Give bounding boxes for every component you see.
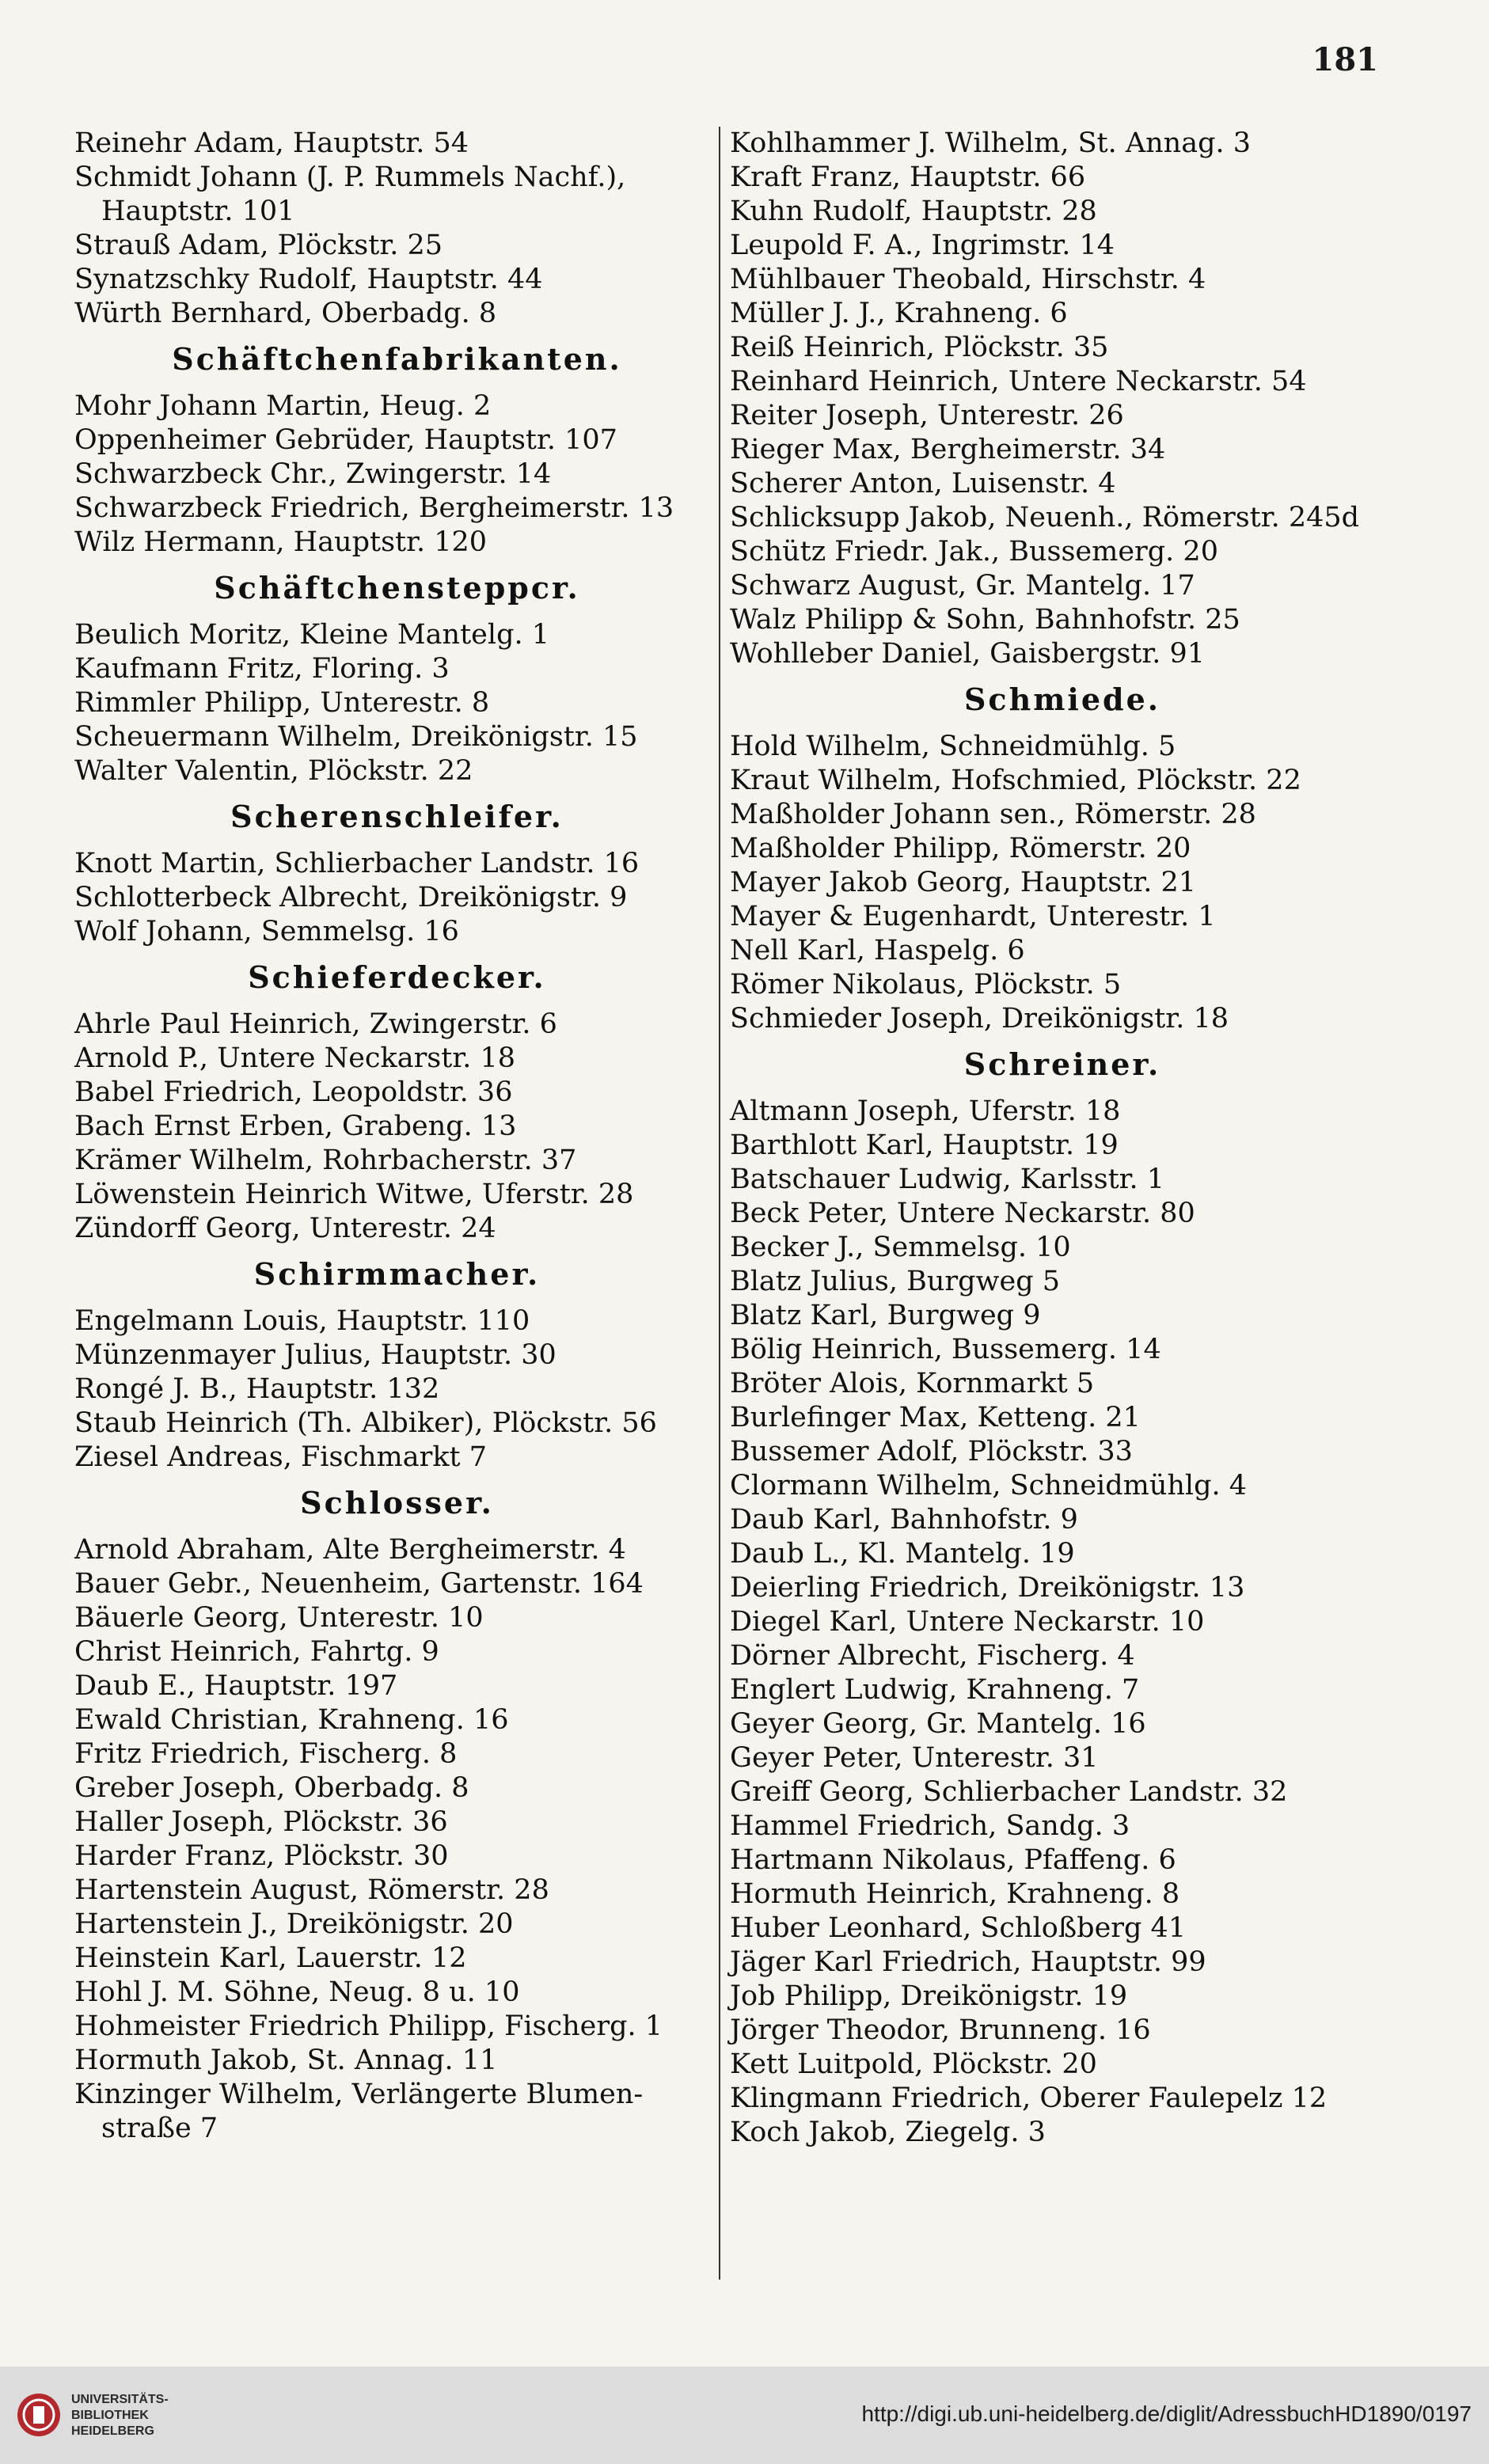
directory-entry: Rimmler Philipp, Unterestr. 8 [74, 687, 490, 719]
logo-line: BIBLIOTHEK [71, 2409, 149, 2422]
directory-entry: Engelmann Louis, Hauptstr. 110 [74, 1305, 530, 1337]
directory-entry: Leupold F. A., Ingrimstr. 14 [730, 230, 1115, 261]
directory-entry: Jäger Karl Friedrich, Hauptstr. 99 [730, 1946, 1206, 1978]
directory-continuation [730, 127, 1395, 671]
directory-entry: Kett Luitpold, Plöckstr. 20 [730, 2048, 1097, 2080]
directory-entry: Schmieder Joseph, Dreikönigstr. 18 [730, 1003, 1229, 1035]
directory-entry: Krämer Wilhelm, Rohrbacherstr. 37 [74, 1145, 577, 1176]
directory-entry: Bäuerle Georg, Unterestr. 10 [74, 1602, 484, 1634]
directory-entry: Kraut Wilhelm, Hofschmied, Plöckstr. 22 [730, 765, 1301, 796]
section-heading: Schirmmacher. [253, 1256, 541, 1292]
directory-entry: Dörner Albrecht, Fischerg. 4 [730, 1640, 1135, 1672]
directory-entry: Wolf Johann, Semmelsg. 16 [74, 916, 459, 947]
directory-entry: Bröter Alois, Kornmarkt 5 [730, 1368, 1095, 1399]
directory-entry: Maßholder Philipp, Römerstr. 20 [730, 833, 1191, 864]
directory-entry: Staub Heinrich (Th. Albiker), Plöckstr. 56 [74, 1407, 657, 1439]
page-number: 181 [1312, 41, 1378, 78]
library-name [71, 2392, 169, 2439]
directory-entry: Scheuermann Wilhelm, Dreikönigstr. 15 [74, 721, 638, 753]
directory-entry: Kohlhammer J. Wilhelm, St. Annag. 3 [730, 127, 1252, 159]
directory-entry: Hormuth Heinrich, Krahneng. 8 [730, 1878, 1180, 1910]
directory-entry: Schmidt Johann (J. P. Rummels Nachf.), [74, 161, 626, 193]
directory-entry: Kuhn Rudolf, Hauptstr. 28 [730, 196, 1097, 227]
directory-entry: Huber Leonhard, Schloßberg 41 [730, 1912, 1187, 1944]
directory-entry: Englert Ludwig, Krahneng. 7 [730, 1674, 1140, 1706]
section-heading: Scherenschleifer. [230, 799, 564, 834]
section-heading: Schäftchensteppcr. [214, 570, 580, 606]
directory-entry: Blatz Karl, Burgweg 9 [730, 1300, 1041, 1331]
directory-entry: Christ Heinrich, Fahrtg. 9 [74, 1636, 439, 1668]
directory-entry: Reinehr Adam, Hauptstr. 54 [74, 127, 469, 159]
directory-entry: Bauer Gebr., Neuenheim, Gartenstr. 164 [74, 1568, 644, 1600]
directory-entry: Bussemer Adolf, Plöckstr. 33 [730, 1436, 1133, 1467]
directory-entry: Mayer Jakob Georg, Hauptstr. 21 [730, 867, 1196, 898]
directory-entry: Harder Franz, Plöckstr. 30 [74, 1840, 449, 1872]
directory-entry: Würth Bernhard, Oberbadg. 8 [74, 298, 497, 329]
section-heading: Schlosser. [300, 1485, 494, 1521]
directory-section [74, 337, 720, 560]
library-seal-icon [16, 2392, 62, 2438]
directory-entry: Maßholder Johann sen., Römerstr. 28 [730, 799, 1256, 830]
directory-entry: Bach Ernst Erben, Grabeng. 13 [74, 1111, 517, 1142]
directory-entry: Löwenstein Heinrich Witwe, Uferstr. 28 [74, 1179, 634, 1210]
directory-entry: Hartmann Nikolaus, Pfaffeng. 6 [730, 1844, 1176, 1876]
directory-entry: Römer Nikolaus, Plöckstr. 5 [730, 969, 1122, 1000]
directory-entry: Ewald Christian, Krahneng. 16 [74, 1704, 509, 1736]
directory-entry: Walter Valentin, Plöckstr. 22 [74, 755, 473, 787]
directory-entry: Ziesel Andreas, Fischmarkt 7 [74, 1441, 488, 1473]
directory-entry: Wilz Hermann, Hauptstr. 120 [74, 526, 488, 558]
directory-entry: Münzenmayer Julius, Hauptstr. 30 [74, 1339, 556, 1371]
section-heading: Schäftchenfabrikanten. [172, 341, 622, 377]
section-heading: Schmiede. [963, 681, 1160, 717]
directory-entry: Fritz Friedrich, Fischerg. 8 [74, 1738, 458, 1770]
directory-entry: Hold Wilhelm, Schneidmühlg. 5 [730, 731, 1176, 762]
directory-entry: Arnold P., Untere Neckarstr. 18 [74, 1042, 516, 1074]
directory-entry: Schlotterbeck Albrecht, Dreikönigstr. 9 [74, 882, 628, 913]
directory-entry: Schlicksupp Jakob, Neuenh., Römerstr. 245d [730, 502, 1360, 533]
directory-entry: Hartenstein August, Römerstr. 28 [74, 1874, 549, 1906]
directory-section [74, 566, 720, 788]
directory-entry: Koch Jakob, Ziegelg. 3 [730, 2117, 1046, 2148]
directory-entry: Klingmann Friedrich, Oberer Faulepelz 12 [730, 2082, 1328, 2114]
directory-entry: Hohmeister Friedrich Philipp, Fischerg. 1 [74, 2010, 663, 2042]
directory-continuation [74, 127, 720, 331]
directory-entry: straße 7 [101, 2113, 218, 2144]
directory-entry: Deierling Friedrich, Dreikönigstr. 13 [730, 1572, 1245, 1604]
directory-section [74, 955, 720, 1246]
footer-bar [0, 2367, 1489, 2464]
directory-section [730, 678, 1395, 1036]
directory-entry: Mayer & Eugenhardt, Unterestr. 1 [730, 901, 1216, 932]
directory-entry: Blatz Julius, Burgweg 5 [730, 1266, 1060, 1297]
directory-entry: Beulich Moritz, Kleine Mantelg. 1 [74, 619, 549, 651]
directory-entry: Becker J., Semmelsg. 10 [730, 1232, 1071, 1263]
directory-entry: Jörger Theodor, Brunneng. 16 [730, 2014, 1151, 2046]
logo-line: HEIDELBERG [71, 2424, 154, 2438]
directory-entry: Reiter Joseph, Unterestr. 26 [730, 400, 1124, 431]
directory-entry: Müller J. J., Krahneng. 6 [730, 298, 1068, 329]
directory-entry: Bölig Heinrich, Bussemerg. 14 [730, 1334, 1161, 1365]
section-heading: Schieferdecker. [248, 959, 546, 995]
directory-entry: Schwarz August, Gr. Mantelg. 17 [730, 570, 1195, 602]
directory-entry: Zündorff Georg, Unterestr. 24 [74, 1213, 496, 1244]
directory-entry: Schwarzbeck Chr., Zwingerstr. 14 [74, 458, 552, 490]
directory-entry: Ahrle Paul Heinrich, Zwingerstr. 6 [74, 1008, 557, 1040]
directory-entry: Heinstein Karl, Lauerstr. 12 [74, 1942, 467, 1974]
directory-entry: Batschauer Ludwig, Karlsstr. 1 [730, 1164, 1165, 1195]
section-heading: Schreiner. [963, 1046, 1161, 1082]
right-column [730, 127, 1395, 2150]
directory-entry: Barthlott Karl, Hauptstr. 19 [730, 1129, 1119, 1161]
directory-entry: Arnold Abraham, Alte Bergheimerstr. 4 [74, 1534, 626, 1566]
directory-entry: Synatzschky Rudolf, Hauptstr. 44 [74, 264, 543, 295]
directory-entry: Oppenheimer Gebrüder, Hauptstr. 107 [74, 424, 617, 456]
directory-entry: Hartenstein J., Dreikönigstr. 20 [74, 1908, 514, 1940]
column-divider [719, 127, 720, 2280]
directory-entry: Reiß Heinrich, Plöckstr. 35 [730, 332, 1109, 363]
directory-entry: Geyer Peter, Unterestr. 31 [730, 1742, 1099, 1774]
directory-entry: Nell Karl, Haspelg. 6 [730, 935, 1025, 966]
directory-entry: Knott Martin, Schlierbacher Landstr. 16 [74, 848, 640, 879]
logo-line: UNIVERSITÄTS- [71, 2393, 169, 2406]
directory-entry: Kaufmann Fritz, Floring. 3 [74, 653, 450, 685]
directory-entry: Hauptstr. 101 [101, 196, 295, 227]
directory-entry: Daub E., Hauptstr. 197 [74, 1670, 398, 1702]
directory-entry: Wohlleber Daniel, Gaisbergstr. 91 [730, 638, 1206, 670]
directory-section [74, 1252, 720, 1475]
directory-entry: Hohl J. M. Söhne, Neug. 8 u. 10 [74, 1976, 520, 2008]
directory-entry: Schütz Friedr. Jak., Bussemerg. 20 [730, 536, 1218, 568]
directory-entry: Altmann Joseph, Uferstr. 18 [730, 1095, 1121, 1127]
directory-entry: Scherer Anton, Luisenstr. 4 [730, 468, 1116, 499]
directory-entry: Greber Joseph, Oberbadg. 8 [74, 1772, 469, 1804]
directory-section [74, 1481, 720, 2146]
directory-entry: Strauß Adam, Plöckstr. 25 [74, 230, 443, 261]
directory-entry: Walz Philipp & Sohn, Bahnhofstr. 25 [730, 604, 1240, 636]
directory-entry: Greiff Georg, Schlierbacher Landstr. 32 [730, 1776, 1288, 1808]
directory-entry: Haller Joseph, Plöckstr. 36 [74, 1806, 448, 1838]
directory-entry: Job Philipp, Dreikönigstr. 19 [730, 1980, 1128, 2012]
directory-entry: Kinzinger Wilhelm, Verlängerte Blumen- [74, 2079, 644, 2110]
directory-entry: Diegel Karl, Untere Neckarstr. 10 [730, 1606, 1205, 1638]
directory-entry: Rongé J. B., Hauptstr. 132 [74, 1373, 440, 1405]
directory-entry: Hammel Friedrich, Sandg. 3 [730, 1810, 1130, 1842]
directory-entry: Rieger Max, Bergheimerstr. 34 [730, 434, 1166, 465]
directory-section [730, 1042, 1395, 2150]
directory-entry: Burlefinger Max, Ketteng. 21 [730, 1402, 1141, 1433]
directory-entry: Reinhard Heinrich, Untere Neckarstr. 54 [730, 366, 1307, 397]
directory-entry: Geyer Georg, Gr. Mantelg. 16 [730, 1708, 1146, 1740]
directory-entry: Schwarzbeck Friedrich, Bergheimerstr. 13 [74, 492, 674, 524]
directory-entry: Mohr Johann Martin, Heug. 2 [74, 390, 492, 422]
library-logo[interactable] [16, 2381, 206, 2452]
directory-entry: Daub Karl, Bahnhofstr. 9 [730, 1504, 1078, 1536]
directory-entry: Kraft Franz, Hauptstr. 66 [730, 161, 1086, 193]
directory-entry: Daub L., Kl. Mantelg. 19 [730, 1538, 1075, 1570]
directory-entry: Beck Peter, Untere Neckarstr. 80 [730, 1198, 1195, 1229]
left-column [74, 127, 720, 2146]
directory-section [74, 795, 720, 949]
directory-entry: Mühlbauer Theobald, Hirschstr. 4 [730, 264, 1206, 295]
source-url-link[interactable]: http://digi.ub.uni-heidelberg.de/diglit/AdressbuchHD1890/0197 [861, 2401, 1472, 2426]
directory-entry: Hormuth Jakob, St. Annag. 11 [74, 2044, 498, 2076]
directory-entry: Clormann Wilhelm, Schneidmühlg. 4 [730, 1470, 1248, 1502]
directory-entry: Babel Friedrich, Leopoldstr. 36 [74, 1076, 513, 1108]
